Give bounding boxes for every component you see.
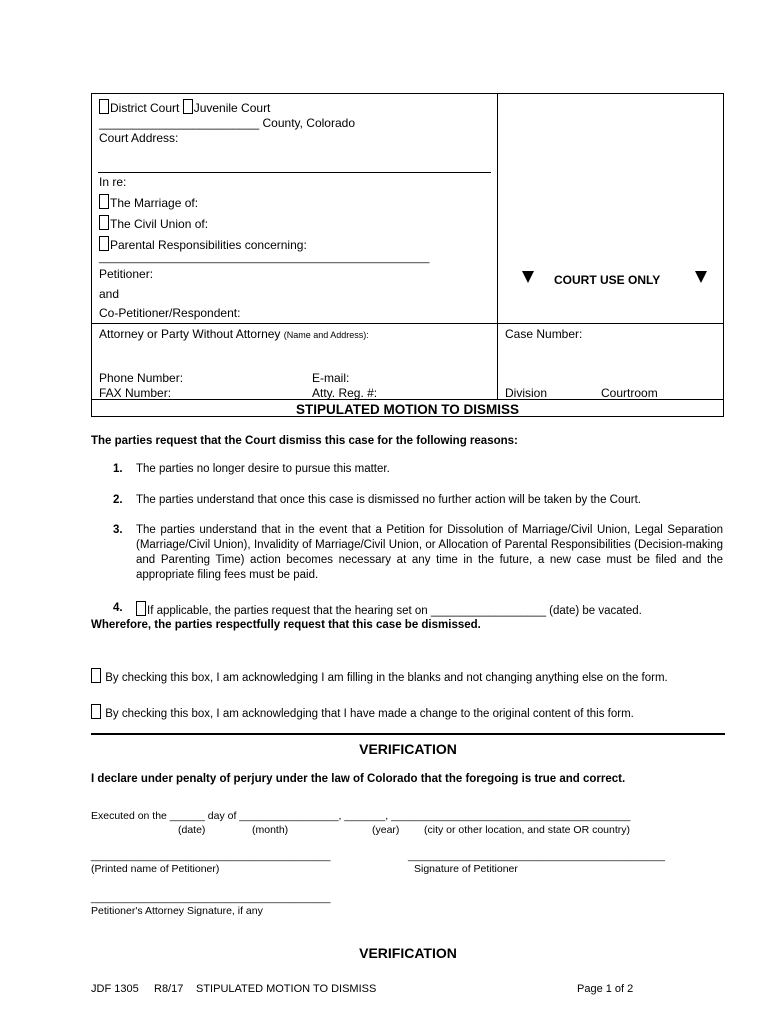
attorney-label: Attorney or Party Without Attorney (Name and Address): — [99, 327, 369, 341]
triangle-left-icon — [522, 271, 534, 286]
district-court-checkbox[interactable] — [99, 99, 109, 114]
printed-name-caption: (Printed name of Petitioner) — [91, 863, 220, 875]
item-2-number: 2. — [113, 494, 123, 506]
ack-no-change-row: By checking this box, I am acknowledging I am filling in the blanks and not changing anything else on the form. — [91, 668, 668, 684]
printed-name-line[interactable]: _________________________________________ — [91, 850, 331, 862]
and-label: and — [99, 287, 120, 301]
declaration-text: I declare under penalty of perjury under the law of Colorado that the foregoing is true and correct. — [91, 773, 626, 785]
caption-divider — [497, 93, 498, 400]
courtroom-label: Courtroom — [601, 386, 658, 400]
court-address-label: Court Address: — [99, 131, 179, 145]
attorney-signature-line[interactable]: _________________________________________ — [91, 892, 331, 904]
court-type-row: District Court Juvenile Court — [99, 99, 270, 115]
item-3-number: 3. — [113, 524, 123, 536]
juvenile-court-checkbox[interactable] — [183, 99, 193, 114]
civil-union-checkbox[interactable] — [99, 215, 109, 230]
court-address-line — [98, 172, 491, 173]
county-line[interactable]: ________________________ County, Colorado — [99, 116, 356, 130]
triangle-right-icon — [695, 271, 707, 286]
co-petitioner-label: Co-Petitioner/Respondent: — [99, 306, 241, 320]
item-1-number: 1. — [113, 463, 123, 475]
petitioner-label: Petitioner: — [99, 267, 154, 281]
ack-changed-checkbox[interactable] — [91, 704, 101, 719]
executed-month-caption: (month) — [252, 824, 289, 836]
executed-city-caption: (city or other location, and state OR country) — [424, 824, 631, 836]
civil-union-option: The Civil Union of: — [99, 215, 208, 231]
document-title: STIPULATED MOTION TO DISMISS — [295, 402, 519, 417]
wherefore-text: Wherefore, the parties respectfully request that this case be dismissed. — [91, 619, 481, 631]
parental-checkbox[interactable] — [99, 236, 109, 251]
parental-option: Parental Responsibilities concerning: — [99, 236, 307, 252]
intro-text: The parties request that the Court dismiss this case for the following reasons: — [91, 435, 518, 447]
in-re-label: In re: — [99, 175, 127, 189]
marriage-checkbox[interactable] — [99, 194, 109, 209]
ack-no-change-checkbox[interactable] — [91, 668, 101, 683]
email-label: E-mail: — [312, 371, 350, 385]
verification-heading: VERIFICATION — [359, 741, 457, 757]
caption-attorney-divider — [91, 323, 724, 324]
executed-line[interactable]: Executed on the ______ day of _________________, _______, _________________________________________ — [91, 810, 631, 822]
item-4-number: 4. — [113, 602, 123, 614]
section-divider — [91, 733, 725, 735]
signature-caption: Signature of Petitioner — [414, 863, 518, 875]
division-label: Division — [505, 386, 548, 400]
executed-date-caption: (date) — [178, 824, 206, 836]
fax-label: FAX Number: — [99, 386, 172, 400]
ack-changed-row: By checking this box, I am acknowledging that I have made a change to the original content of this form. — [91, 704, 634, 720]
verification-heading-2: VERIFICATION — [359, 945, 457, 961]
case-number-label: Case Number: — [505, 327, 583, 341]
item-1-text: The parties no longer desire to pursue this matter. — [136, 463, 390, 475]
executed-year-caption: (year) — [372, 824, 400, 836]
footer-revision: R8/17 — [154, 983, 184, 995]
party-name-line[interactable]: ______________________________________________________ — [99, 252, 430, 264]
marriage-option: The Marriage of: — [99, 194, 198, 210]
atty-reg-label: Atty. Reg. #: — [312, 386, 378, 400]
footer-page: Page 1 of 2 — [577, 983, 634, 995]
item-2-text: The parties understand that once this case is dismissed no further action will be taken by the Court. — [136, 494, 641, 506]
footer-form-id: JDF 1305 — [91, 983, 139, 995]
item-3-text: The parties understand that in the event that a Petition for Dissolution of Marriage/Civil Union, Legal Separation (Marriage/Civil Union), Invalidity of Marriage/Civil Union, or Allocation of Parental Responsibilities (Decision-making and Parenting Time) action becomes necessary at any time in the future, a new case must be filed and the appropriate filing fees must be paid. — [136, 524, 723, 581]
attorney-signature-caption: Petitioner's Attorney Signature, if any — [91, 905, 263, 917]
hearing-vacate-checkbox[interactable] — [136, 601, 146, 616]
signature-line[interactable]: ____________________________________________ — [408, 850, 665, 862]
footer-form-title: STIPULATED MOTION TO DISMISS — [196, 983, 377, 995]
phone-label: Phone Number: — [99, 371, 184, 385]
item-4-row: If applicable, the parties request that the hearing set on __________________ (date) be vacated. — [136, 601, 642, 617]
court-use-only-label: COURT USE ONLY — [554, 273, 661, 287]
